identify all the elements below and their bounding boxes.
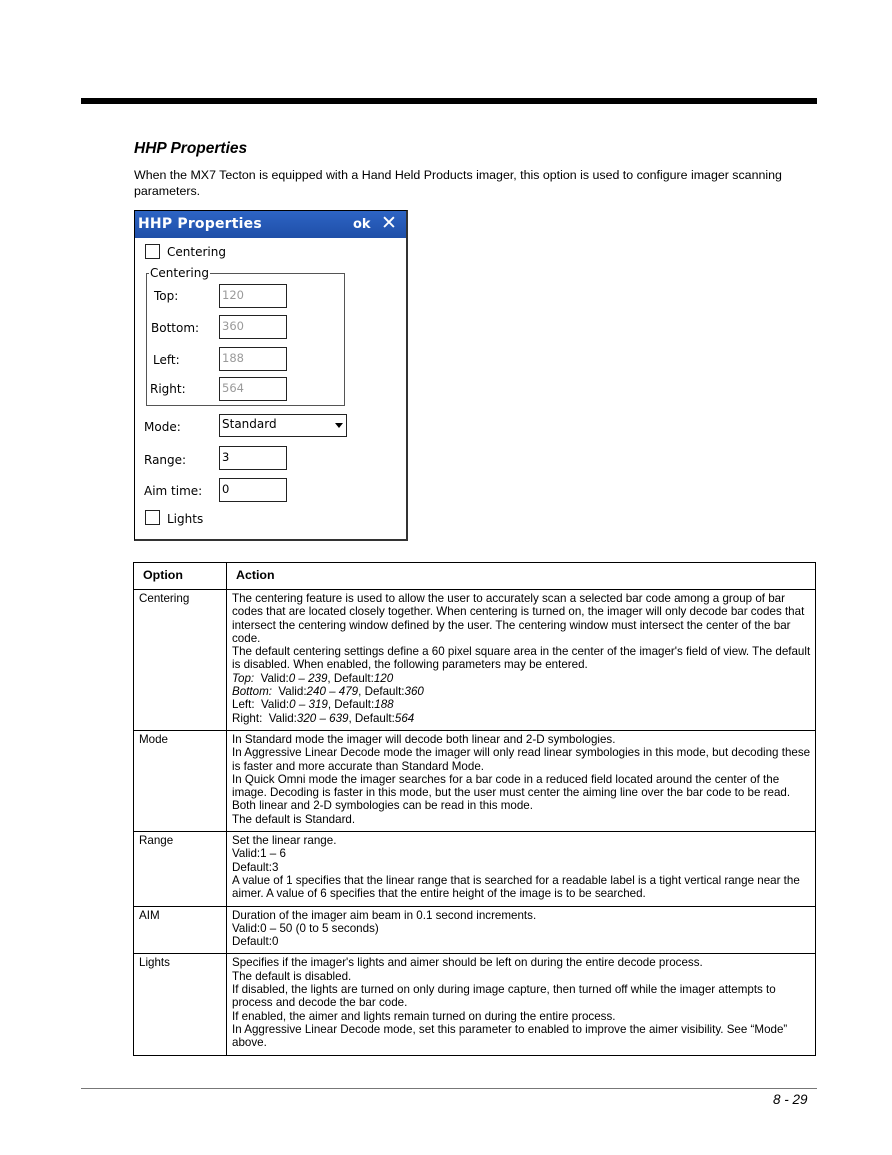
- ok-button[interactable]: ok: [353, 217, 371, 232]
- range-label: Range:: [144, 453, 187, 467]
- action-line: Default:3: [232, 860, 279, 874]
- table-row: [134, 954, 816, 1055]
- param-default-label: , Default:: [327, 698, 375, 712]
- centering-group-label: Centering: [150, 266, 209, 280]
- centering-checkbox-label: Centering: [167, 245, 226, 259]
- action-cell: [227, 906, 816, 954]
- param-line: [232, 685, 811, 698]
- param-valid: 0 – 239: [288, 671, 328, 685]
- option-cell: Mode: [134, 730, 227, 831]
- lights-checkbox-label: Lights: [167, 512, 204, 526]
- right-label: Right:: [150, 382, 186, 396]
- right-field[interactable]: 564: [219, 377, 287, 401]
- param-name: Bottom:: [232, 685, 272, 699]
- option-cell: AIM: [134, 906, 227, 954]
- hhp-properties-dialog: [134, 210, 408, 541]
- param-valid-label: Valid:: [260, 671, 289, 685]
- table-row: [134, 832, 816, 906]
- param-line: [232, 712, 811, 725]
- lights-checkbox[interactable]: [145, 510, 160, 525]
- param-name: Left:: [232, 698, 255, 712]
- intro-paragraph: When the MX7 Tecton is equipped with a Hand Held Products imager, this option is used to configure imager scanning parameters.: [134, 168, 782, 198]
- action-line: Specifies if the imager's lights and aimer should be left on during the entire decode process.: [232, 956, 703, 970]
- bottom-label: Bottom:: [151, 321, 200, 335]
- mode-label: Mode:: [144, 420, 181, 434]
- param-default: 188: [374, 698, 394, 712]
- aim-time-label: Aim time:: [144, 484, 203, 498]
- dialog-title: HHP Properties: [138, 216, 262, 232]
- table-row: [134, 590, 816, 731]
- bottom-rule: [81, 1088, 817, 1089]
- param-valid-label: Valid:: [278, 685, 307, 699]
- left-label: Left:: [153, 353, 180, 367]
- page-number: 8 - 29: [773, 1092, 808, 1107]
- option-cell: Range: [134, 832, 227, 906]
- section-heading: HHP Properties: [134, 140, 248, 157]
- action-line: Duration of the imager aim beam in 0.1 second increments.: [232, 908, 537, 922]
- close-icon[interactable]: ✕: [381, 212, 397, 234]
- aim-time-field[interactable]: 0: [219, 478, 287, 502]
- action-line: The default centering settings define a 60 pixel square area in the center of the imager's field of view. The default is disabled. When enabled, the following parameters may be entered.: [232, 645, 811, 672]
- dialog-titlebar: [135, 211, 406, 238]
- action-line: Valid:1 – 6: [232, 847, 286, 861]
- param-valid: 0 – 319: [289, 698, 328, 712]
- top-rule: [81, 98, 817, 104]
- action-line: If enabled, the aimer and lights remain turned on during the entire process.: [232, 1009, 616, 1023]
- param-name: Right:: [232, 711, 263, 725]
- param-default: 360: [404, 685, 424, 699]
- param-valid: 320 – 639: [296, 711, 349, 725]
- param-valid: 240 – 479: [306, 685, 359, 699]
- param-default-label: , Default:: [358, 685, 405, 699]
- param-line: [232, 698, 811, 711]
- mode-select-value: Standard: [222, 417, 277, 431]
- action-cell: [227, 832, 816, 906]
- action-cell: [227, 730, 816, 831]
- table-header-row: [134, 563, 816, 590]
- param-line: [232, 672, 811, 685]
- action-line: A value of 1 specifies that the linear range that is searched for a readable label is a tight vertical range near the aimer. A value of 6 specifies that the entire height of the image is to be searched.: [232, 873, 800, 901]
- table-row: [134, 730, 816, 831]
- bottom-field[interactable]: 360: [219, 315, 287, 339]
- top-label: Top:: [154, 289, 179, 303]
- action-line: In Aggressive Linear Decode mode, set this parameter to enabled to improve the aimer visibility. See “Mode” above.: [232, 1022, 788, 1050]
- range-field[interactable]: 3: [219, 446, 287, 470]
- action-line: The default is disabled.: [232, 969, 352, 983]
- option-cell: Centering: [134, 590, 227, 731]
- action-line: The default is Standard.: [232, 812, 356, 826]
- param-default: 120: [373, 671, 394, 685]
- table-row: [134, 906, 816, 954]
- options-table: [133, 562, 816, 1056]
- centering-checkbox[interactable]: [145, 244, 160, 259]
- left-field[interactable]: 188: [219, 347, 287, 371]
- header-option: Option: [134, 563, 227, 590]
- mode-select[interactable]: [219, 414, 347, 437]
- header-action: Action: [227, 563, 816, 590]
- param-default-label: , Default:: [327, 671, 374, 685]
- action-line: If disabled, the lights are turned on only during image capture, then turned off while the imager attempts to process and decode the bar code.: [232, 983, 776, 1010]
- param-name: Top:: [232, 671, 255, 685]
- param-default-label: , Default:: [348, 711, 395, 725]
- action-cell: [227, 590, 816, 731]
- action-cell: [227, 954, 816, 1055]
- action-line: Set the linear range.: [232, 834, 337, 848]
- top-field[interactable]: 120: [219, 284, 287, 308]
- action-line: Default:0: [232, 935, 279, 949]
- action-line: Valid:0 – 50 (0 to 5 seconds): [232, 921, 379, 935]
- action-line: The centering feature is used to allow the user to accurately scan a selected bar code among a group of bar codes that are located closely together. When centering is turned on, the imager will only decode bar codes that intersect the centering window defined by the user. The centering window must intersect the center of the bar code.: [232, 592, 805, 645]
- action-line: In Aggressive Linear Decode mode the imager will only read linear symbologies in this mode, but decoding these is faster and more accurate than Standard Mode.: [232, 746, 811, 773]
- param-valid-label: Valid:: [261, 698, 290, 712]
- option-cell: Lights: [134, 954, 227, 1055]
- action-line: In Standard mode the imager will decode both linear and 2-D symbologies.: [232, 732, 616, 746]
- param-default: 564: [394, 711, 415, 725]
- action-line: In Quick Omni mode the imager searches for a bar code in a reduced field located around the center of the image. Decoding is faster in this mode, but the user must center the aiming line over the bar code to be read. Both linear and 2-D symbologies can be read in this mode.: [232, 772, 791, 813]
- chevron-down-icon: [335, 423, 343, 428]
- param-valid-label: Valid:: [268, 711, 297, 725]
